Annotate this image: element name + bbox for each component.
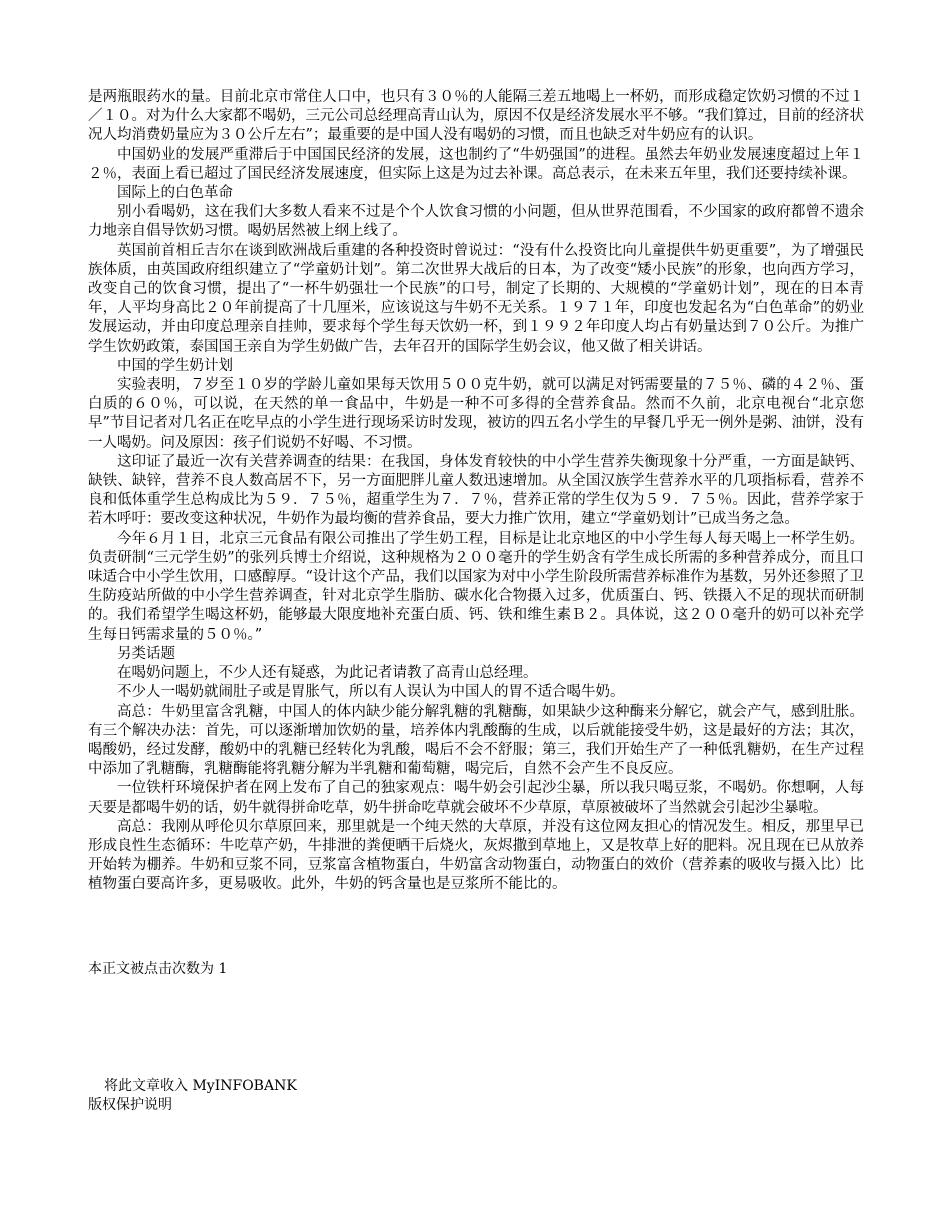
article-paragraph: 在喝奶问题上，不少人还有疑惑，为此记者请教了高青山总经理。: [117, 665, 538, 682]
section-heading: 中国的学生奶计划: [117, 357, 233, 374]
article-paragraph: 别小看喝奶，这在我们大多数人看来不过是个个人饮食习惯的小问题，但从世界范围看，不少国家的政府都曾不遗余力地亲自倡导饮奶习惯。喝奶居然被上纲上线了。: [88, 204, 864, 240]
article-paragraph: 一位铁杆环境保护者在网上发布了自己的独家观点：喝牛奶会引起沙尘暴，所以我只喝豆浆，不喝奶。你想啊，人每天要是都喝牛奶的话，奶牛就得拼命吃草，奶牛拼命吃草就会破坏不少草原，草原被破坏了当然就会引起沙尘暴啦。: [88, 780, 864, 816]
copyright-link[interactable]: 版权保护说明: [88, 1097, 172, 1113]
article-paragraph: 英国前首相丘吉尔在谈到欧洲战后重建的各种投资时曾说过：“没有什么投资比向儿童提供牛奶更重要”，为了增强民族体质，由英国政府组织建立了“学童奶计划”。第二次世界大战后的日本，为了改变“矮小民族”的形象，也向西方学习，改变自己的饮食习惯，提出了“一杯牛奶强壮一个民族”的口号，制定了长期的、大规模的“学童奶计划”，现在的日本青年，人平均身高比２０年前提高了十几厘米，应该说这与牛奶不无关系。１９７１年，印度也发起名为“白色革命”的奶业发展运动，并由印度总理亲自挂帅，要求每个学生每天饮奶一杯，到１９９２年印度人均占有奶量达到７０公斤。为推广学生饮奶政策，泰国国王亲自为学生奶做广告，去年召开的国际学生奶会议，他又做了相关讲话。: [88, 242, 864, 355]
footer-links: [88, 1077, 297, 1115]
article-paragraph: 这印证了最近一次有关营养调查的结果：在我国，身体发育较快的中小学生营养失衡现象十分严重，一方面是缺钙、缺铁、缺锌，营养不良人数高居不下，另一方面肥胖儿童人数迅速增加。从全国汉族学生营养水平的几项指标看，营养不良和低体重学生总构成比为５９．７５％，超重学生为７．７％，营养正常的学生仅为５９．７５％。因此，营养学家于若木呼吁：要改变这种状况，牛奶作为最均衡的营养食品，要大力推广饮用，建立“学童奶划计”已成当务之急。: [88, 453, 864, 528]
article-paragraph: 高总：我刚从呼伦贝尔草原回来，那里就是一个纯天然的大草原，并没有这位网友担心的情况发生。相反，那里早已形成良性生态循环：牛吃草产奶，牛排泄的粪便晒干后烧火，灰烬撒到草地上，又是牧草上好的肥料。况且现在已从放养开始转为棚养。牛奶和豆浆不同，豆浆富含植物蛋白，牛奶富含动物蛋白，动物蛋白的效价（营养素的吸收与摄入比）比植物蛋白要高许多，更易吸收。此外，牛奶的钙含量也是豆浆所不能比的。: [88, 818, 864, 893]
article-body: [88, 88, 864, 895]
section-heading: 国际上的白色革命: [117, 185, 233, 202]
article-paragraph: 是两瓶眼药水的量。目前北京市常住人口中，也只有３０％的人能隔三差五地喝上一杯奶，而形成稳定饮奶习惯的不过１／１０。对为什么大家都不喝奶，三元公司总经理高青山认为，原因不仅是经济发展水平不够。“我们算过，目前的经济状况人均消费奶量应为３０公斤左右”；最重要的是中国人没有喝奶的习惯，而且也缺乏对牛奶应有的认识。: [88, 89, 864, 144]
article-paragraph: 今年６月１日，北京三元食品有限公司推出了学生奶工程，目标是让北京地区的中小学生每人每天喝上一杯学生奶。负责研制“三元学生奶”的张列兵博士介绍说，这种规格为２００毫升的学生奶含有学生成长所需的多种营养成分，而且口味适合中小学生饮用，口感醇厚。“设计这个产品，我们以国家为对中小学生阶段所需营养标准作为基数，另外还参照了卫生防疫站所做的中小学生营养调查，针对北京学生脂肪、碳水化合物摄入过多，优质蛋白、钙、铁摄入不足的现状而研制的。我们希望学生喝这杯奶，能够最大限度地补充蛋白质、钙、铁和维生素Ｂ２。具体说，这２００毫升的奶可以补充学生每日钙需求量的５０％。”: [88, 530, 864, 643]
article-paragraph: 不少人一喝奶就闹肚子或是胃胀气，所以有人误认为中国人的胃不适合喝牛奶。: [117, 684, 625, 701]
article-paragraph: 高总：牛奶里富含乳糖，中国人的体内缺少能分解乳糖的乳糖酶，如果缺少这种酶来分解它，就会产气，感到肚胀。有三个解决办法：首先，可以逐渐增加饮奶的量，培养体内乳酸酶的生成，以后就能接受牛奶，这是最好的方法；其次，喝酸奶，经过发酵，酸奶中的乳糖已经转化为乳酸，喝后不会不舒服；第三，我们开始生产了一种低乳糖奶，在生产过程中添加了乳糖酶，乳糖酶能将乳糖分解为半乳糖和葡萄糖，喝完后，自然不会产生不良反应。: [88, 703, 864, 778]
section-heading: 另类话题: [117, 645, 175, 662]
article-paragraph: 实验表明，７岁至１０岁的学龄儿童如果每天饮用５００克牛奶，就可以满足对钙需要量的７５％、磷的４２％、蛋白质的６０％，可以说，在天然的单一食品中，牛奶是一种不可多得的全营养食品。然而不久前，北京电视台“北京您早”节目记者对几名正在吃早点的小学生进行现场采访时发现，被访的四五名小学生的早餐几乎无一例外是粥、油饼，没有一人喝奶。问及原因：孩子们说奶不好喝、不习惯。: [88, 377, 864, 451]
click-counter: 本正文被点击次数为 1: [88, 961, 228, 977]
collect-article-link[interactable]: 将此文章收入 MyINFOBANK: [104, 1078, 297, 1094]
article-paragraph: 中国奶业的发展严重滞后于中国国民经济的发展，这也制约了“牛奶强国”的进程。虽然去年奶业发展速度超过上年１２％，表面上看已超过了国民经济发展速度，但实际上这是为过去补课。高总表示，在未来五年里，我们还要持续补课。: [88, 146, 864, 182]
